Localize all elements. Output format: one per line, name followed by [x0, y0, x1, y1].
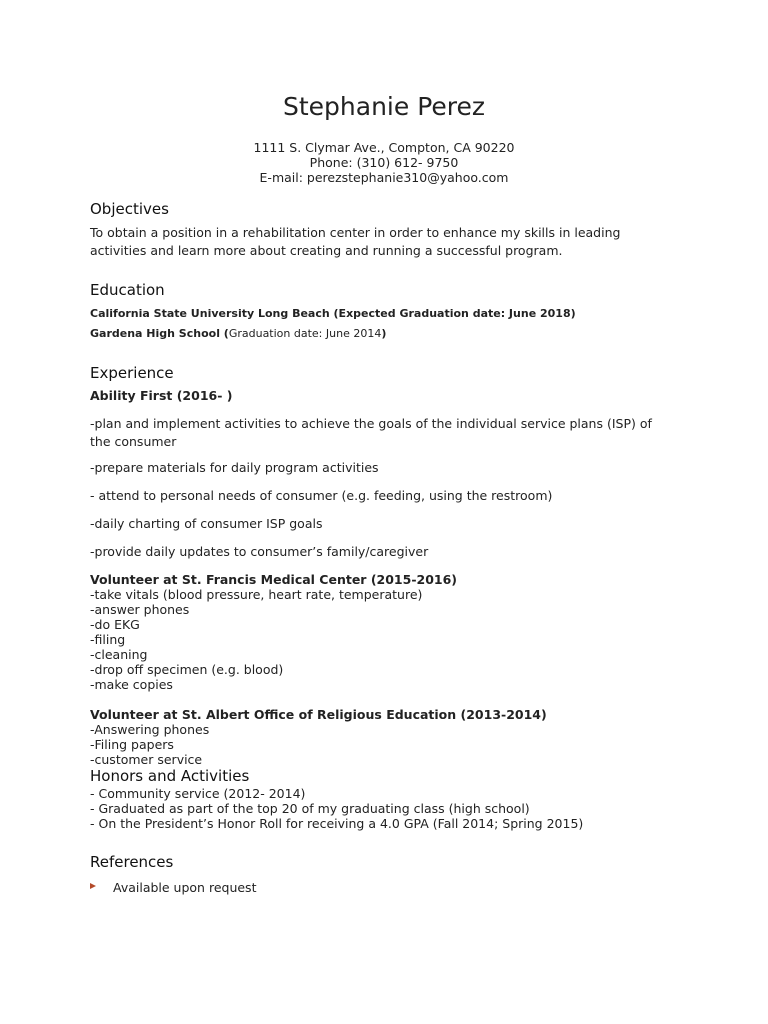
- education-highschool: [90, 325, 386, 343]
- job2-item: -drop off specimen (e.g. blood): [90, 662, 284, 677]
- honors-item: - Graduated as part of the top 20 of my graduating class (high school): [90, 801, 530, 816]
- job1-bullet-1: -plan and implement activities to achieve the goals of the individual service plans (ISP) of the consumer: [90, 416, 652, 449]
- job2-item: -answer phones: [90, 602, 190, 617]
- job-st-albert-title: Volunteer at St. Albert Office of Religious Education (2013-2014): [90, 707, 547, 722]
- resume-name: Stephanie Perez: [282, 92, 485, 121]
- education-university: California State University Long Beach (Expected Graduation date: June 2018): [90, 307, 576, 320]
- job2-item: -cleaning: [90, 647, 148, 662]
- phone: Phone: (310) 612- 9750: [309, 155, 459, 170]
- honors-item: - Community service (2012- 2014): [90, 786, 306, 801]
- job3-item: -customer service: [90, 752, 203, 767]
- address: 1111 S. Clymar Ave., Compton, CA 90220: [253, 140, 515, 155]
- job1-bullet-3: - attend to personal needs of consumer (e.g. feeding, using the restroom): [90, 488, 553, 503]
- job1-bullet-5: -provide daily updates to consumer’s family/caregiver: [90, 544, 429, 559]
- education-heading: Education: [90, 281, 165, 299]
- bullet-arrow-icon: [90, 883, 96, 889]
- highschool-name: Gardena High School (: [90, 327, 229, 340]
- job-st-francis-title: Volunteer at St. Francis Medical Center (2015-2016): [90, 572, 458, 587]
- job1-bullet-4: -daily charting of consumer ISP goals: [90, 516, 323, 531]
- job2-item: -make copies: [90, 677, 173, 692]
- job3-item: -Answering phones: [90, 722, 210, 737]
- job3-item: -Filing papers: [90, 737, 174, 752]
- job2-item: -do EKG: [90, 617, 140, 632]
- job2-item: -filing: [90, 632, 126, 647]
- highschool-date: Graduation date: June 2014: [228, 327, 382, 340]
- experience-heading: Experience: [90, 364, 174, 382]
- email: E-mail: perezstephanie310@yahoo.com: [259, 170, 509, 185]
- honors-heading: Honors and Activities: [90, 767, 250, 785]
- honors-item: - On the President’s Honor Roll for receiving a 4.0 GPA (Fall 2014; Spring 2015): [90, 816, 584, 831]
- objectives-text: To obtain a position in a rehabilitation center in order to enhance my skills in leading activities and learn more about creating and running a successful program.: [90, 225, 621, 258]
- references-item: Available upon request: [113, 880, 257, 895]
- job1-bullet-2: -prepare materials for daily program activities: [90, 460, 379, 475]
- highschool-close: ): [381, 327, 387, 340]
- job-ability-first-title: Ability First (2016- ): [90, 388, 233, 403]
- job2-item: -take vitals (blood pressure, heart rate, temperature): [90, 587, 423, 602]
- objectives-heading: Objectives: [90, 200, 169, 218]
- references-heading: References: [90, 853, 174, 871]
